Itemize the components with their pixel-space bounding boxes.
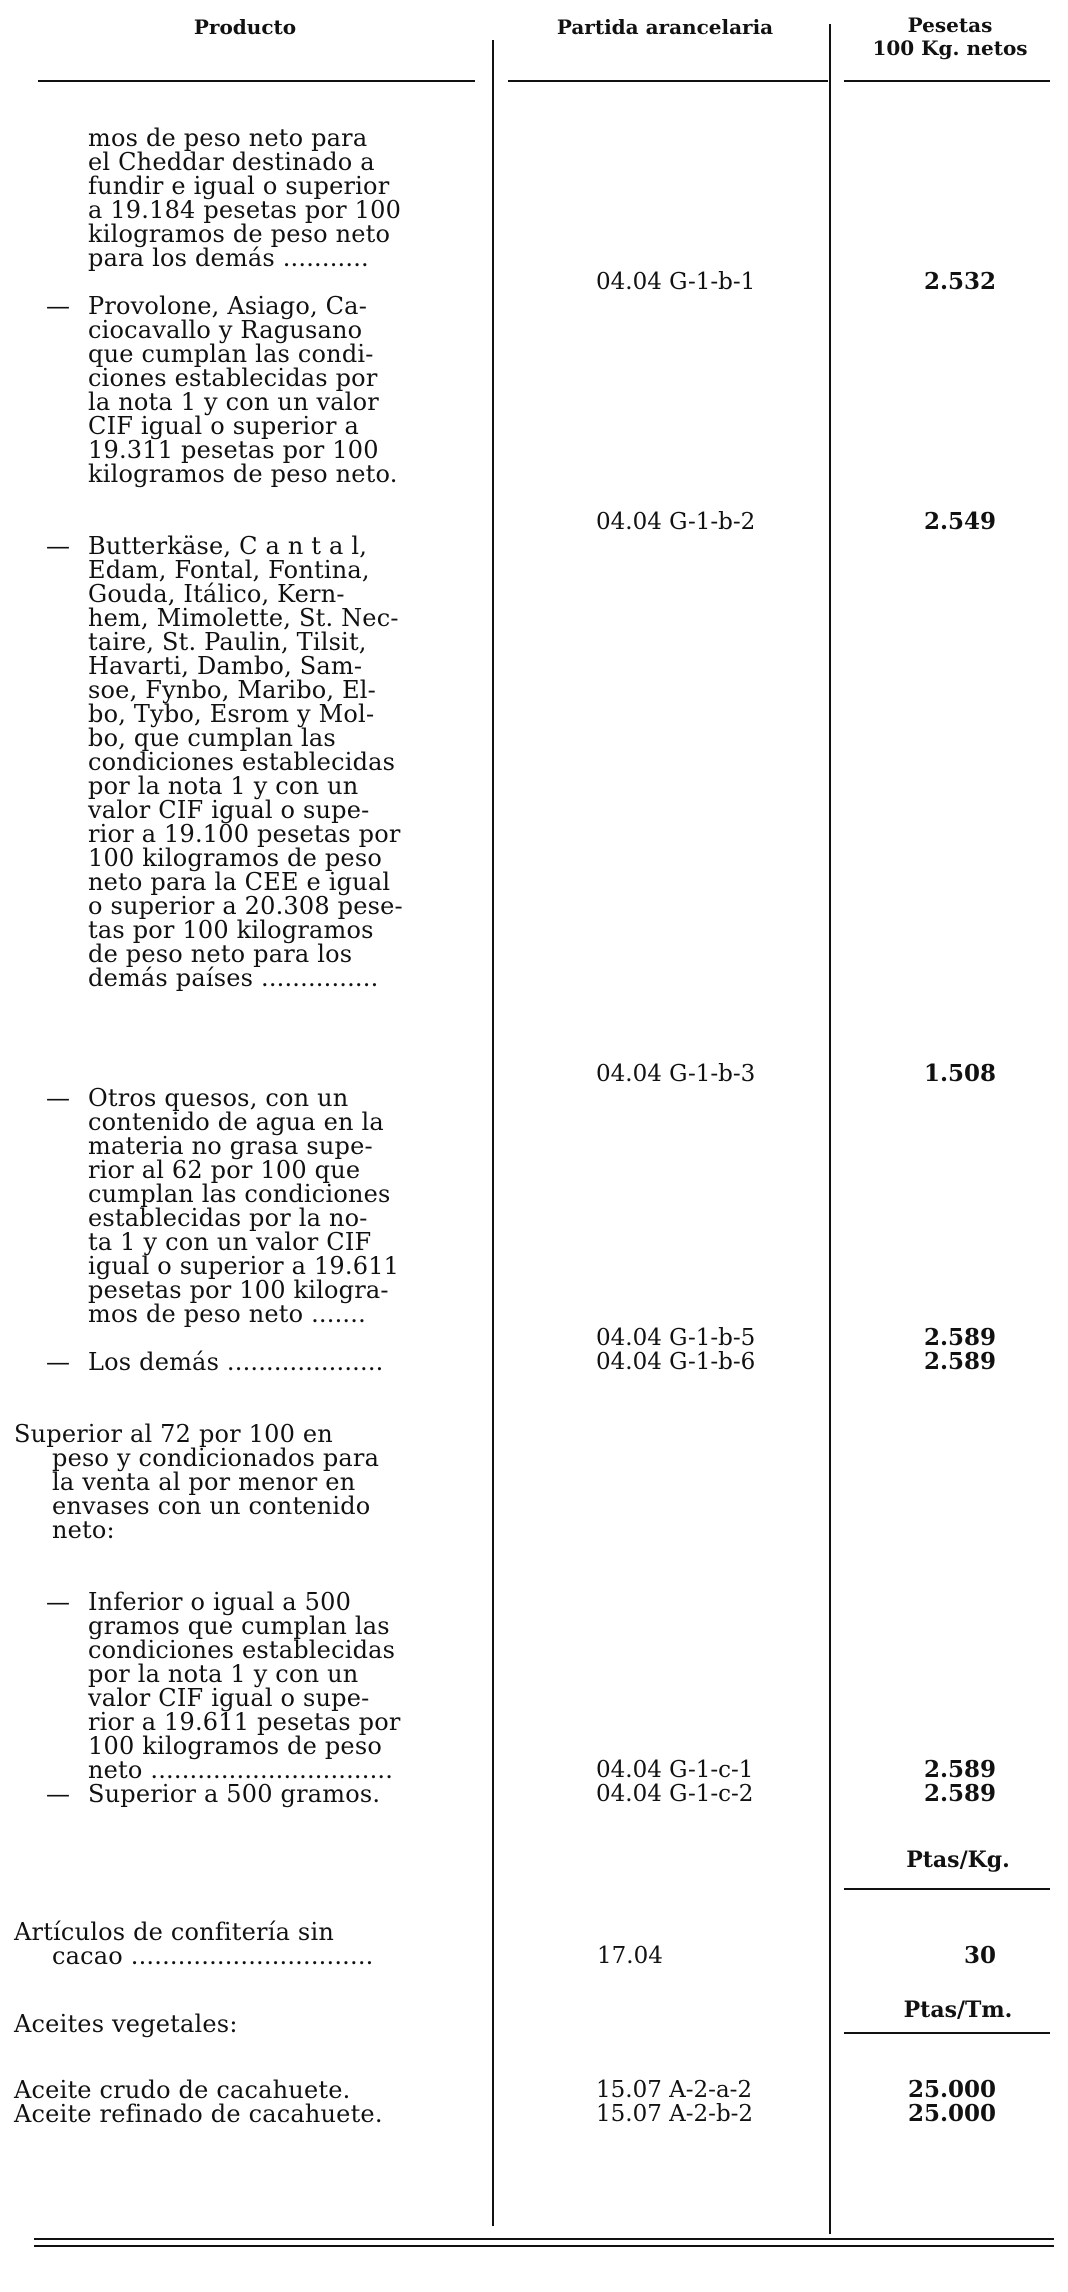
product-line: peso y condicionados para	[52, 1444, 380, 1472]
header-pesetas-unit: 100 Kg. netos	[872, 36, 1028, 60]
header-rule-product	[38, 80, 475, 82]
product-line: ciocavallo y Ragusano	[88, 316, 363, 344]
pesetas-value: 2.589	[923, 1348, 996, 1375]
product-line: Havarti, Dambo, Sam-	[88, 652, 363, 680]
header-tariff: Partida arancelaria	[556, 15, 774, 39]
tariff-code: 17.04	[597, 1943, 663, 1969]
tariff-code: 15.07 A-2-b-2	[596, 2101, 754, 2127]
product-line: soe, Fynbo, Maribo, El-	[88, 676, 376, 704]
tariff-code: 04.04 G-1-b-6	[596, 1349, 756, 1375]
product-line: para los demás ...........	[88, 244, 369, 272]
product-line: Provolone, Asiago, Ca-	[88, 292, 368, 320]
product-line: Los demás ....................	[88, 1348, 384, 1376]
tariff-code: 04.04 G-1-c-1	[596, 1757, 754, 1783]
product-line: kilogramos de peso neto	[88, 220, 391, 248]
product-line: fundir e igual o superior	[88, 172, 390, 200]
product-line: Superior al 72 por 100 en	[14, 1420, 333, 1448]
unit-rule-tm	[844, 2032, 1050, 2034]
product-line: Artículos de confitería sin	[14, 1918, 334, 1946]
pesetas-value: 1.508	[923, 1060, 996, 1087]
column-divider-left	[492, 40, 494, 2226]
product-line: bo, que cumplan las	[88, 724, 336, 752]
unit-label-kg: Ptas/Kg.	[906, 1847, 1010, 1873]
tariff-code: 04.04 G-1-b-5	[596, 1325, 756, 1351]
product-line: por la nota 1 y con un	[88, 1660, 359, 1688]
pesetas-value: 2.589	[923, 1756, 996, 1783]
product-line: de peso neto para los	[88, 940, 353, 968]
product-line: la venta al por menor en	[52, 1468, 356, 1496]
product-line: 100 kilogramos de peso	[88, 844, 383, 872]
product-line: Edam, Fontal, Fontina,	[88, 556, 370, 584]
product-line: Aceite crudo de cacahuete.	[14, 2076, 351, 2104]
product-line: envases con un contenido	[52, 1492, 371, 1520]
product-line: condiciones establecidas	[88, 748, 396, 776]
product-line: bo, Tybo, Esrom y Mol-	[88, 700, 375, 728]
header-rule-tariff	[508, 80, 828, 82]
product-line: igual o superior a 19.611	[88, 1252, 400, 1280]
product-line: ciones establecidas por	[88, 364, 378, 392]
product-line: tas por 100 kilogramos	[88, 916, 374, 944]
product-line: neto ...............................	[88, 1756, 394, 1784]
unit-rule-kg	[844, 1888, 1050, 1890]
dash-marker: —	[46, 532, 70, 560]
tariff-code: 04.04 G-1-b-2	[596, 509, 756, 535]
dash-marker: —	[46, 1084, 70, 1112]
tariff-code: 04.04 G-1-b-3	[596, 1061, 756, 1087]
product-line: Inferior o igual a 500	[88, 1588, 352, 1616]
product-line: neto para la CEE e igual	[88, 868, 391, 896]
product-line: Butterkäse, C a n t a l,	[88, 532, 368, 560]
header-rule-pesetas	[844, 80, 1050, 82]
product-line: cacao ...............................	[52, 1942, 374, 1970]
product-line: rior a 19.100 pesetas por	[88, 820, 401, 848]
product-line: Otros quesos, con un	[88, 1084, 349, 1112]
bottom-rule-top	[34, 2238, 1054, 2240]
product-line: ta 1 y con un valor CIF	[88, 1228, 372, 1256]
tariff-code: 04.04 G-1-b-1	[596, 269, 756, 295]
product-line: mos de peso neto para	[88, 124, 368, 152]
product-line: condiciones establecidas	[88, 1636, 396, 1664]
product-line: pesetas por 100 kilogra-	[88, 1276, 389, 1304]
tariff-code: 04.04 G-1-c-2	[596, 1781, 754, 1807]
pesetas-value: 30	[963, 1942, 996, 1969]
product-line: taire, St. Paulin, Tilsit,	[88, 628, 367, 656]
section-heading: Aceites vegetales:	[14, 2010, 238, 2038]
header-pesetas: Pesetas	[907, 13, 993, 37]
product-line: rior al 62 por 100 que	[88, 1156, 361, 1184]
product-line: mos de peso neto .......	[88, 1300, 366, 1328]
product-line: establecidas por la no-	[88, 1204, 368, 1232]
product-line: gramos que cumplan las	[88, 1612, 390, 1640]
product-line: hem, Mimolette, St. Nec-	[88, 604, 399, 632]
product-line: 19.311 pesetas por 100	[88, 436, 379, 464]
pesetas-value: 25.000	[907, 2076, 996, 2103]
product-line: la nota 1 y con un valor	[88, 388, 379, 416]
product-line: cumplan las condiciones	[88, 1180, 391, 1208]
product-line: neto:	[52, 1516, 115, 1544]
pesetas-value: 2.549	[923, 508, 996, 535]
pesetas-value: 2.532	[923, 268, 996, 295]
dash-marker: —	[46, 1348, 70, 1376]
product-line: contenido de agua en la	[88, 1108, 384, 1136]
product-line: que cumplan las condi-	[88, 340, 374, 368]
product-line: kilogramos de peso neto.	[88, 460, 398, 488]
product-line: valor CIF igual o supe-	[88, 796, 370, 824]
product-line: Gouda, Itálico, Kern-	[88, 580, 345, 608]
pesetas-value: 2.589	[923, 1324, 996, 1351]
product-line: Superior a 500 gramos.	[88, 1780, 381, 1808]
column-divider-right	[829, 24, 831, 2234]
product-line: demás países ...............	[88, 964, 379, 992]
unit-label-tm: Ptas/Tm.	[903, 1997, 1013, 2023]
product-line: a 19.184 pesetas por 100	[88, 196, 402, 224]
dash-marker: —	[46, 292, 70, 320]
product-line: Aceite refinado de cacahuete.	[14, 2100, 383, 2128]
product-line: por la nota 1 y con un	[88, 772, 359, 800]
product-line: CIF igual o superior a	[88, 412, 360, 440]
dash-marker: —	[46, 1588, 70, 1616]
product-line: 100 kilogramos de peso	[88, 1732, 383, 1760]
product-line: o superior a 20.308 pese-	[88, 892, 403, 920]
product-line: materia no grasa supe-	[88, 1132, 373, 1160]
pesetas-value: 25.000	[907, 2100, 996, 2127]
product-line: rior a 19.611 pesetas por	[88, 1708, 401, 1736]
tariff-code: 15.07 A-2-a-2	[596, 2077, 753, 2103]
bottom-rule-bottom	[34, 2245, 1054, 2247]
pesetas-value: 2.589	[923, 1780, 996, 1807]
header-product: Producto	[193, 15, 297, 39]
product-line: valor CIF igual o supe-	[88, 1684, 370, 1712]
dash-marker: —	[46, 1780, 70, 1808]
product-line: el Cheddar destinado a	[88, 148, 375, 176]
